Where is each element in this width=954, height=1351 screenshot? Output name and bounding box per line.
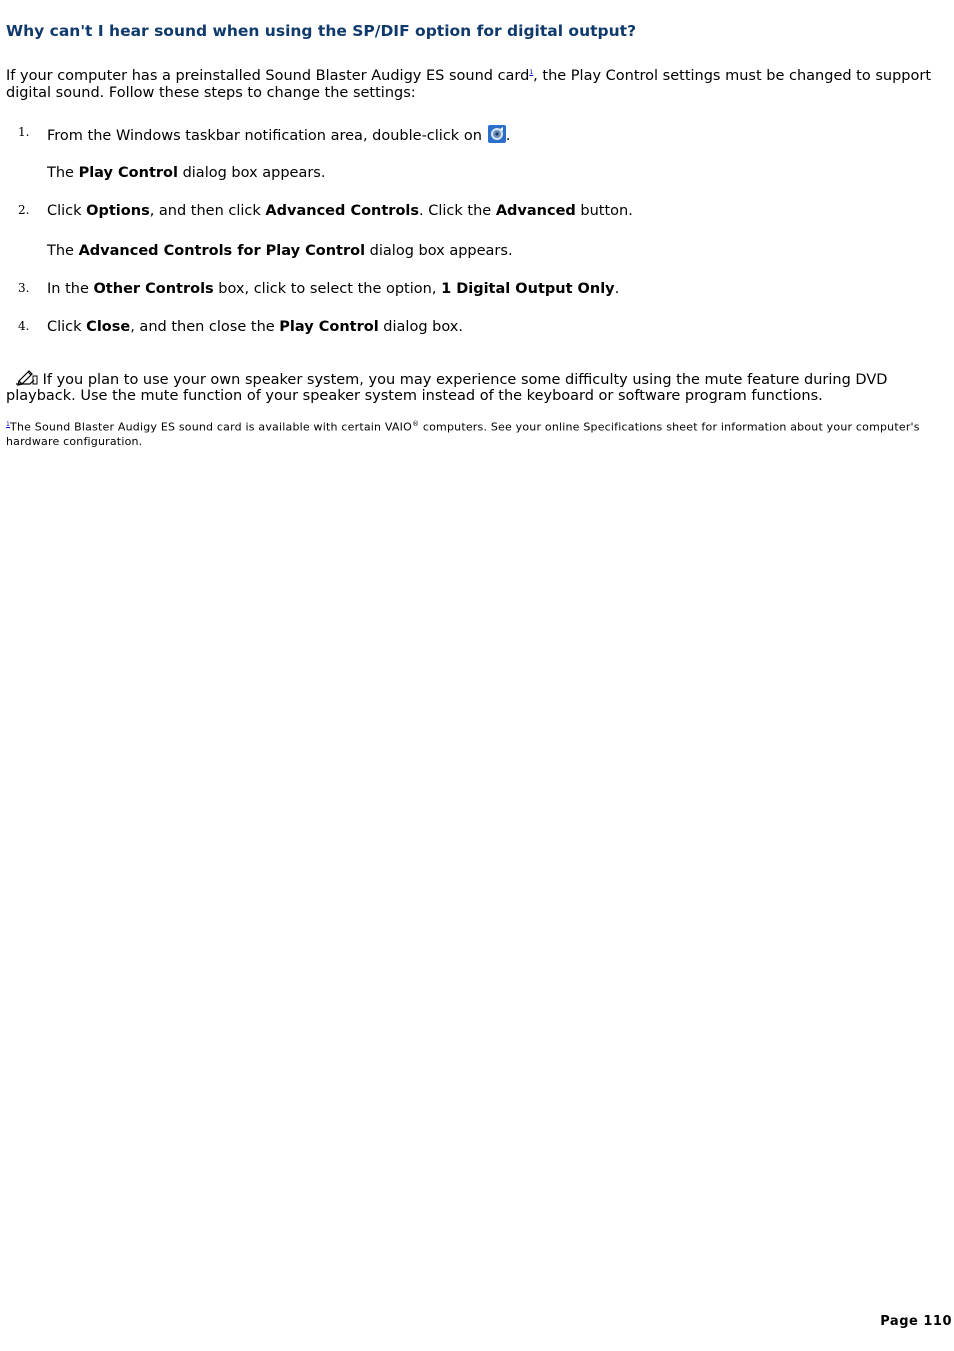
step-4-bold-1: Close xyxy=(86,319,131,335)
step-2-bold-2: Advanced Controls xyxy=(265,203,420,219)
footnote-text-2: computers. See your online Specifications sheet for information about your computer's hardware configuration. xyxy=(6,420,920,448)
note-pencil-icon xyxy=(14,368,38,386)
step-2-pre: Click xyxy=(47,203,87,219)
step-2-result-post: dialog box appears. xyxy=(365,243,513,259)
step-1-text xyxy=(47,125,511,145)
step-1-text-a: From the Windows taskbar notification area, double-click on xyxy=(47,128,482,144)
step-3-bold-1: Other Controls xyxy=(93,281,214,297)
step-2-bold-3: Advanced xyxy=(495,203,576,219)
footnote-link[interactable]: 1 xyxy=(529,69,534,76)
step-3-bold-2: 1 Digital Output Only xyxy=(441,281,615,297)
step-2-result-bold: Advanced Controls for Play Control xyxy=(78,243,366,259)
step-3-pre: In the xyxy=(47,281,94,297)
step-2-post: button. xyxy=(575,203,633,219)
step-4-mid-1: , and then close the xyxy=(130,319,280,335)
footnote-mark[interactable]: 1 xyxy=(6,421,11,428)
step-2-result-pre: The xyxy=(47,243,79,259)
note-text: If you plan to use your own speaker system, you may experience some difficulty using the mute feature during DVD playback. Use the mute function of your speaker system instead of the keyboard or software program functions. xyxy=(6,372,888,404)
sound-tray-icon[interactable] xyxy=(488,125,506,143)
intro-paragraph xyxy=(6,64,936,102)
step-2-mid-2: . Click the xyxy=(419,203,496,219)
intro-text-1: If your computer has a preinstalled Sound Blaster Audigy ES sound card xyxy=(6,67,530,84)
step-4-text xyxy=(47,319,463,336)
step-1-text-b: . xyxy=(505,128,511,144)
step-2-result xyxy=(47,243,513,260)
step-number-2: 2. xyxy=(18,203,30,217)
step-2-text xyxy=(47,203,633,220)
footnote-text-1: The Sound Blaster Audigy ES sound card is available with certain VAIO xyxy=(10,420,412,434)
intro-text-2: , the Play Control settings must be changed to support digital sound. Follow these steps to change the settings: xyxy=(6,67,932,101)
step-2-bold-1: Options xyxy=(86,203,150,219)
step-2-mid-1: , and then click xyxy=(149,203,266,219)
step-number-4: 4. xyxy=(18,319,30,333)
footnote xyxy=(6,417,926,449)
step-1-result-pre: The xyxy=(47,165,79,181)
step-number-3: 3. xyxy=(18,281,30,295)
step-4-pre: Click xyxy=(47,319,87,335)
note-paragraph xyxy=(6,368,936,404)
step-4-post: dialog box. xyxy=(378,319,463,335)
step-3-post: . xyxy=(614,281,620,297)
page-title: Why can't I hear sound when using the SP/DIF option for digital output? xyxy=(6,22,637,40)
page-number: Page 110 xyxy=(880,1314,952,1329)
step-1-result xyxy=(47,165,325,182)
step-1-result-bold: Play Control xyxy=(78,165,178,181)
step-3-text xyxy=(47,281,619,298)
step-1-result-post: dialog box appears. xyxy=(177,165,326,181)
step-number-1: 1. xyxy=(18,125,30,139)
registered-mark: ® xyxy=(411,420,420,428)
step-4-bold-2: Play Control xyxy=(279,319,379,335)
step-3-mid-1: box, click to select the option, xyxy=(213,281,442,297)
